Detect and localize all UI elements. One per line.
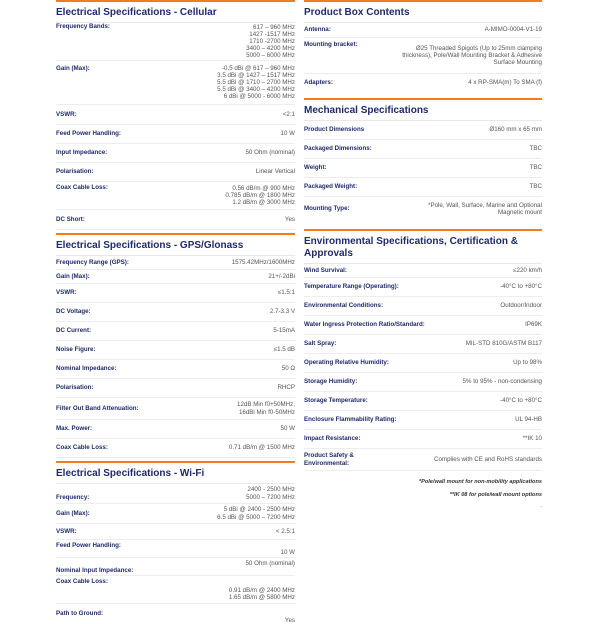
spec-row — [304, 197, 542, 221]
spec-label: Path to Ground: — [56, 610, 104, 618]
wifi-section — [56, 461, 295, 624]
spec-label: Nominal Impedance: — [56, 365, 117, 373]
spec-row — [304, 278, 542, 297]
spec-label: Impact Resistance: — [304, 435, 361, 443]
spec-row — [304, 38, 542, 74]
spec-value: 12dB Min f0+50MHz, 16dBi Min f0-50MHz — [237, 401, 295, 416]
spec-row — [56, 398, 295, 420]
spec-value: < 2.5:1 — [275, 527, 295, 535]
spec-value: Ø160 mm x 65 mm — [489, 126, 542, 134]
spec-value: <2:1 — [282, 110, 295, 118]
spec-value: Up to 98% — [513, 359, 542, 367]
spec-label: Environmental Conditions: — [304, 302, 384, 310]
spec-row — [56, 558, 295, 576]
spec-label: Frequency: — [56, 493, 90, 501]
spec-value: Outdoor/Indoor — [500, 302, 542, 310]
spec-value: IP69K — [525, 321, 542, 329]
spec-label: Enclosure Flammability Rating: — [304, 416, 397, 424]
spec-value: Complies with CE and RoHS standards — [434, 455, 542, 463]
spec-value: -0.5 dBi @ 617 – 960 MHz 3.5 dBi @ 1427 – 1517 MHz 5.5 dBi @ 1710 – 2700 MHz 5.5 dBi @ 3400 – 4200 MHz 6 dBi @ 5000 - 6000 MHz — [217, 64, 295, 101]
spec-row — [304, 121, 542, 140]
spec-row — [56, 420, 295, 439]
spec-row — [56, 322, 295, 341]
spec-row — [56, 105, 295, 125]
spec-row — [304, 74, 542, 92]
spec-label: DC Voltage: — [56, 308, 91, 316]
spec-row — [56, 439, 295, 458]
spec-value: 50 Ohm (nominal) — [245, 149, 295, 157]
spec-row — [56, 284, 295, 303]
spec-label: Frequency Bands: — [56, 23, 110, 30]
spec-value: ≤1.5 dB — [273, 346, 295, 354]
spec-row — [304, 430, 542, 449]
footnote: *Pole/wall mount for non-mobility applications — [418, 479, 542, 485]
spec-label: Packaged Dimensions: — [304, 145, 372, 153]
spec-label: Nominal Input Impedance: — [56, 566, 134, 574]
spec-row — [56, 125, 295, 144]
spec-value: 0.56 dB/m @ 900 MHz 0.785 dB/m @ 1800 MHz 1.2 dB/m @ 3000 MHz — [225, 184, 295, 207]
spec-row — [304, 335, 542, 354]
spec-value: 0.91 dB/m @ 2400 MHz 1.65 dB/m @ 5800 MHz — [228, 586, 295, 601]
spec-label: Operating Relative Humidity: — [304, 359, 389, 367]
spec-row — [56, 360, 295, 379]
spec-value: 21+/-2dBi — [268, 272, 295, 280]
spec-label: Temperature Range (Operating): — [304, 283, 399, 291]
spec-value: Linear Vertical — [255, 168, 295, 176]
spec-label: DC Short: — [56, 215, 85, 223]
spec-row — [304, 264, 542, 278]
spec-label: Packaged Weight: — [304, 183, 358, 191]
spec-row — [56, 341, 295, 360]
gps-title: Electrical Specifications - GPS/Glonass — [56, 233, 295, 256]
spec-label: Coax Cable Loss: — [56, 184, 108, 191]
spec-row — [56, 540, 295, 558]
spec-label: Weight: — [304, 164, 327, 172]
spec-label: Mounting bracket: — [304, 41, 358, 48]
right-column — [304, 0, 542, 509]
box-contents-section — [304, 0, 542, 92]
spec-value: 0.71 dB/m @ 1500 MHz — [228, 444, 295, 452]
gps-section — [56, 233, 295, 458]
spec-label: VSWR: — [56, 527, 77, 535]
spec-row — [56, 210, 295, 230]
spec-value: 1575.42MHz/1600MHz — [231, 258, 295, 266]
left-column — [56, 0, 295, 624]
spec-row — [304, 449, 542, 471]
spec-label: Gain (Max): — [56, 509, 90, 517]
spec-row — [56, 484, 295, 504]
spec-label: Water Ingress Protection Ratio/Standard: — [304, 321, 425, 329]
spec-row — [56, 163, 295, 182]
spec-value: Yes — [284, 215, 295, 223]
spec-row — [56, 303, 295, 322]
spec-row — [304, 373, 542, 392]
spec-value: 5 dBi @ 2400 - 2500 MHz 6.5 dBi @ 5000 – 7200 MHz — [217, 506, 295, 521]
spec-value: 50 W — [280, 425, 295, 433]
spec-label: Wind Survival: — [304, 266, 347, 274]
spec-label: Mounting Type: — [304, 205, 350, 213]
spec-row — [56, 604, 295, 624]
spec-label: Polarisation: — [56, 168, 94, 176]
spec-value: ≤220 km/h — [513, 266, 542, 274]
spec-row — [56, 256, 295, 270]
spec-row — [304, 140, 542, 159]
spec-value: 10 W — [280, 130, 295, 138]
spec-row — [304, 411, 542, 430]
spec-value: A-MIMO-0004-V1-19 — [484, 26, 542, 34]
spec-value: 2.7-3.3 V — [269, 308, 295, 316]
spec-value: -40°C to +80°C — [500, 283, 542, 291]
spec-label: Feed Power Handling: — [56, 542, 121, 549]
footnote: **IK 08 for pole/wall mount options — [449, 492, 542, 498]
spec-row — [56, 144, 295, 163]
spec-value: MIL-STD 810G/ASTM B117 — [465, 340, 542, 348]
spec-value: 5% to 95% - non-condensing — [462, 378, 542, 386]
spec-row — [56, 379, 295, 398]
spec-value: TBC — [529, 164, 542, 172]
environmental-title: Environmental Specifications, Certification & Approvals — [304, 229, 542, 264]
spec-label: Noise Figure: — [56, 346, 96, 354]
spec-label: Storage Temperature: — [304, 397, 368, 405]
spec-label: Frequency Range (GPS): — [56, 258, 129, 266]
spec-value: Ø25 Threaded Spigots (Up to 25mm clamping thickness), Pole/Wall Mounting Bracket & Adhesive Surface Mounting — [402, 44, 542, 67]
spec-value: Yes — [284, 616, 295, 624]
spec-value: ≤1.5:1 — [277, 289, 295, 297]
spec-row — [304, 297, 542, 316]
environmental-section — [304, 229, 542, 509]
spec-label: DC Current: — [56, 327, 92, 335]
spec-label: VSWR: — [56, 110, 77, 118]
spec-row — [304, 354, 542, 373]
spec-value: 2400 - 2500 MHz 5000 – 7200 MHz — [246, 486, 295, 501]
spec-value: 4 x RP-SMA(m) To SMA (f) — [468, 79, 542, 87]
box-contents-title: Product Box Contents — [304, 0, 542, 23]
spec-row — [304, 316, 542, 335]
spec-value: **IK 10 — [522, 435, 542, 443]
spec-label: Coax Cable Loss: — [56, 444, 108, 452]
spec-value: TBC — [529, 145, 542, 153]
spec-value: *Pole, Wall, Surface, Marine and Optional Magnetic mount — [428, 201, 542, 216]
mechanical-section — [304, 98, 542, 221]
cellular-section — [56, 0, 295, 230]
spec-label: Polarisation: — [56, 384, 94, 392]
cellular-title: Electrical Specifications - Cellular — [56, 0, 295, 23]
spec-row — [56, 182, 295, 210]
spec-value: 5-15mA — [273, 327, 295, 335]
mechanical-title: Mechanical Specifications — [304, 98, 542, 121]
spec-row — [56, 23, 295, 61]
spec-label: Adapters: — [304, 79, 333, 87]
spec-value: 50 Ohm (nominal) — [245, 560, 295, 567]
spec-row — [56, 504, 295, 524]
spec-value: UL 94-HB — [515, 416, 542, 424]
spec-value: 617 – 960 MHz 1427 -1517 MHz 1710 -2700 MHz 3400 – 4200 MHz 5000 – 6000 MHz — [246, 23, 295, 60]
spec-row — [304, 159, 542, 178]
wifi-title: Electrical Specifications - Wi-Fi — [56, 461, 295, 484]
spec-row — [56, 576, 295, 604]
spec-row — [304, 178, 542, 197]
spec-label: VSWR: — [56, 289, 77, 297]
spec-label: Product Safety & Environmental: — [304, 452, 354, 467]
spec-label: Gain (Max): — [56, 65, 90, 72]
spec-row — [304, 392, 542, 411]
spec-label: Max. Power: — [56, 425, 93, 433]
spec-label: Filter Out Band Attenuation: — [56, 404, 139, 412]
spec-row — [56, 524, 295, 540]
spec-label: Storage Humidity: — [304, 378, 358, 386]
spec-value: RHCP — [277, 384, 295, 392]
spec-label: Coax Cable Loss: — [56, 578, 108, 585]
spec-label: Salt Spray: — [304, 340, 337, 348]
spec-row — [56, 61, 295, 105]
footnote-mark: . — [540, 503, 542, 509]
spec-value: 50 Ω — [281, 365, 295, 373]
spec-label: Antenna: — [304, 26, 331, 34]
spec-label: Input Impedance: — [56, 149, 108, 157]
spec-row — [304, 23, 542, 38]
spec-label: Gain (Max): — [56, 272, 90, 280]
spec-value: 10 W — [280, 548, 295, 556]
spec-value: TBC — [529, 183, 542, 191]
spec-label: Feed Power Handling: — [56, 130, 121, 138]
spec-value: -40°C to +80°C — [500, 397, 542, 405]
spec-row — [56, 270, 295, 284]
spec-label: Product Dimensions — [304, 126, 365, 134]
